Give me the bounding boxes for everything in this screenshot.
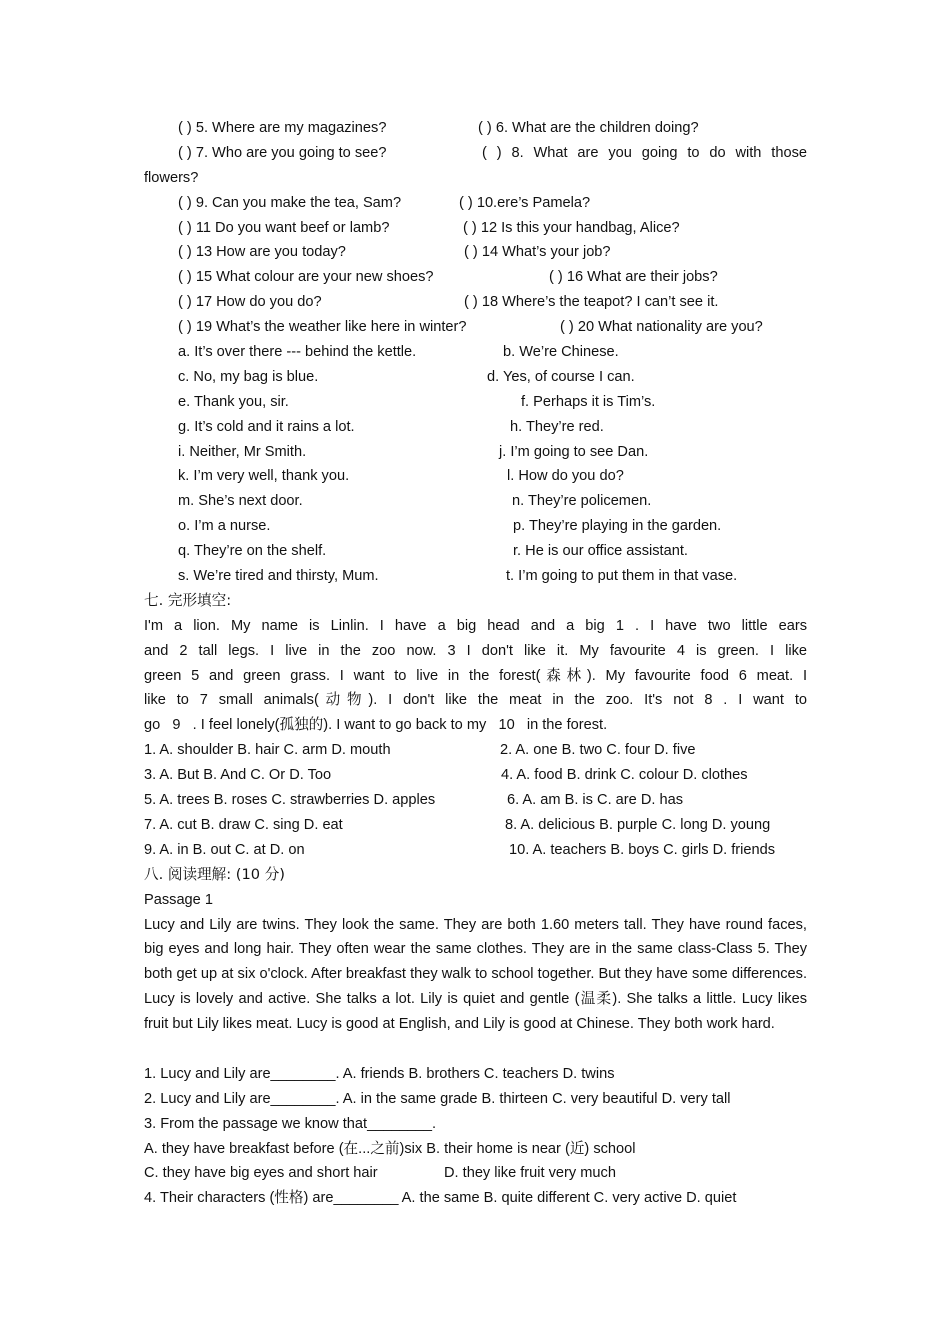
cloze-options-row bbox=[144, 738, 807, 763]
answer-m: m. She’s next door. bbox=[178, 493, 303, 510]
question-12: ( ) 12 Is this your handbag, Alice? bbox=[463, 219, 680, 236]
question-row bbox=[144, 240, 807, 265]
answer-row bbox=[144, 415, 807, 440]
answer-row bbox=[144, 539, 807, 564]
answer-s: s. We’re tired and thirsty, Mum. bbox=[178, 568, 379, 585]
answer-row bbox=[144, 390, 807, 415]
question-8: ( ) 8. What are you going to do with those bbox=[482, 144, 807, 161]
cloze-line: I'm a lion. My name is Linlin. I have a big head and a big 1 . I have two little ears bbox=[144, 617, 807, 634]
cloze-option-3: 3. A. But B. And C. Or D. Too bbox=[144, 767, 332, 784]
question-row bbox=[144, 290, 807, 315]
question-row bbox=[144, 141, 807, 166]
cloze-options-row bbox=[144, 838, 807, 863]
answer-row bbox=[144, 489, 807, 514]
cloze-option-1: 1. A. shoulder B. hair C. arm D. mouth bbox=[144, 742, 391, 759]
question-19: ( ) 19 What’s the weather like here in winter? bbox=[178, 319, 467, 336]
question-10: ( ) 10.ere’s Pamela? bbox=[459, 194, 591, 211]
reading-question-3-options-cd bbox=[144, 1161, 807, 1186]
answer-o: o. I’m a nurse. bbox=[178, 518, 271, 535]
worksheet-page bbox=[144, 116, 807, 1211]
answer-row bbox=[144, 514, 807, 539]
question-row bbox=[144, 166, 807, 191]
answer-row bbox=[144, 340, 807, 365]
cloze-line: go 9 . I feel lonely(孤独的). I want to go back to my 10 in the forest. bbox=[144, 717, 608, 734]
question-9: ( ) 9. Can you make the tea, Sam? bbox=[178, 194, 402, 211]
cloze-option-7: 7. A. cut B. draw C. sing D. eat bbox=[144, 816, 343, 833]
reading-question-3: 3. From the passage we know that________. bbox=[144, 1115, 437, 1132]
answer-a: a. It’s over there --- behind the kettle. bbox=[178, 344, 417, 361]
cloze-option-10: 10. A. teachers B. boys C. girls D. friends bbox=[509, 841, 776, 858]
question-17: ( ) 17 How do you do? bbox=[178, 294, 322, 311]
question-row bbox=[144, 116, 807, 141]
question-11: ( ) 11 Do you want beef or lamb? bbox=[178, 219, 390, 236]
answer-row bbox=[144, 564, 807, 589]
question-20: ( ) 20 What nationality are you? bbox=[560, 319, 763, 336]
cloze-option-6: 6. A. am B. is C. are D. has bbox=[507, 792, 684, 809]
answer-n: n. They’re policemen. bbox=[512, 493, 652, 510]
reading-question-3-options-ab: A. they have breakfast before (在...之前)six B. their home is near (近) school bbox=[144, 1140, 636, 1157]
reading-question-1: 1. Lucy and Lily are________. A. friends B. brothers C. teachers D. twins bbox=[144, 1065, 615, 1082]
question-row bbox=[144, 216, 807, 241]
passage-body: Lucy and Lily are twins. They look the same. They are both 1.60 meters tall. They have round faces, big eyes and long hair. They often wear the same clothes. They are in the same class-Class 5. They both get up at six o'clock. After breakfast they walk to school together. But they have some differences. Lucy is lovely and active. She talks a lot. Lily is quiet and gentle (温柔). She talks a little. Lucy likes fruit but Lily likes meat. Lucy is good at English, and Lily is good at Chinese. They both work hard. bbox=[144, 916, 807, 1033]
answer-row bbox=[144, 365, 807, 390]
cloze-options-row bbox=[144, 813, 807, 838]
cloze-options-row bbox=[144, 788, 807, 813]
question-row bbox=[144, 265, 807, 290]
section-7-heading: 七. 完形填空: bbox=[144, 591, 232, 609]
reading-question-4: 4. Their characters (性格) are________ A. the same B. quite different C. very active D. quiet bbox=[144, 1190, 737, 1207]
cloze-line: and 2 tall legs. I live in the zoo now. 3 I don't like it. My favourite 4 is green. I like bbox=[144, 642, 807, 659]
question-7: ( ) 7. Who are you going to see? bbox=[178, 144, 387, 161]
answer-r: r. He is our office assistant. bbox=[513, 543, 688, 560]
cloze-option-9: 9. A. in B. out C. at D. on bbox=[144, 841, 305, 858]
reading-question-2: 2. Lucy and Lily are________. A. in the same grade B. thirteen C. very beautiful D. very tall bbox=[144, 1090, 731, 1107]
question-row bbox=[144, 315, 807, 340]
question-6: ( ) 6. What are the children doing? bbox=[478, 120, 699, 136]
question-row bbox=[144, 191, 807, 216]
answer-c: c. No, my bag is blue. bbox=[178, 368, 319, 385]
answer-row bbox=[144, 464, 807, 489]
answer-i: i. Neither, Mr Smith. bbox=[178, 443, 307, 460]
answer-g: g. It’s cold and it rains a lot. bbox=[178, 418, 355, 435]
question-5: ( ) 5. Where are my magazines? bbox=[178, 120, 387, 136]
question-18: ( ) 18 Where’s the teapot? I can’t see it. bbox=[464, 294, 719, 311]
question-8-continuation: flowers? bbox=[144, 169, 199, 186]
answer-p: p. They’re playing in the garden. bbox=[513, 518, 722, 535]
answer-d: d. Yes, of course I can. bbox=[487, 368, 635, 385]
reading-option-d: D. they like fruit very much bbox=[444, 1165, 616, 1182]
answer-q: q. They’re on the shelf. bbox=[178, 543, 327, 560]
answer-f: f. Perhaps it is Tim’s. bbox=[521, 393, 656, 410]
question-13: ( ) 13 How are you today? bbox=[178, 244, 346, 261]
answer-k: k. I’m very well, thank you. bbox=[178, 468, 350, 485]
cloze-line: like to 7 small animals(动物). I don't like the meat in the zoo. It's not 8 . I want to bbox=[144, 692, 807, 709]
passage-title: Passage 1 bbox=[144, 891, 213, 908]
answer-e: e. Thank you, sir. bbox=[178, 393, 289, 410]
reading-option-c: C. they have big eyes and short hair bbox=[144, 1165, 378, 1182]
cloze-option-8: 8. A. delicious B. purple C. long D. young bbox=[505, 816, 771, 833]
answer-b: b. We’re Chinese. bbox=[503, 344, 619, 361]
question-16: ( ) 16 What are their jobs? bbox=[549, 269, 718, 286]
section-8-heading: 八. 阅读理解: (10 分) bbox=[144, 865, 285, 883]
cloze-line: green 5 and green grass. I want to live in the forest(森林). My favourite food 6 meat. I bbox=[144, 667, 807, 684]
answer-row bbox=[144, 440, 807, 465]
question-15: ( ) 15 What colour are your new shoes? bbox=[178, 269, 434, 286]
cloze-option-5: 5. A. trees B. roses C. strawberries D. apples bbox=[144, 792, 436, 809]
answer-h: h. They’re red. bbox=[510, 418, 604, 435]
cloze-option-4: 4. A. food B. drink C. colour D. clothes bbox=[501, 767, 748, 784]
question-14: ( ) 14 What’s your job? bbox=[464, 244, 611, 261]
cloze-option-2: 2. A. one B. two C. four D. five bbox=[500, 742, 696, 759]
answer-l: l. How do you do? bbox=[507, 468, 624, 485]
answer-j: j. I’m going to see Dan. bbox=[499, 443, 649, 460]
cloze-options-row bbox=[144, 763, 807, 788]
answer-t: t. I’m going to put them in that vase. bbox=[506, 568, 738, 585]
